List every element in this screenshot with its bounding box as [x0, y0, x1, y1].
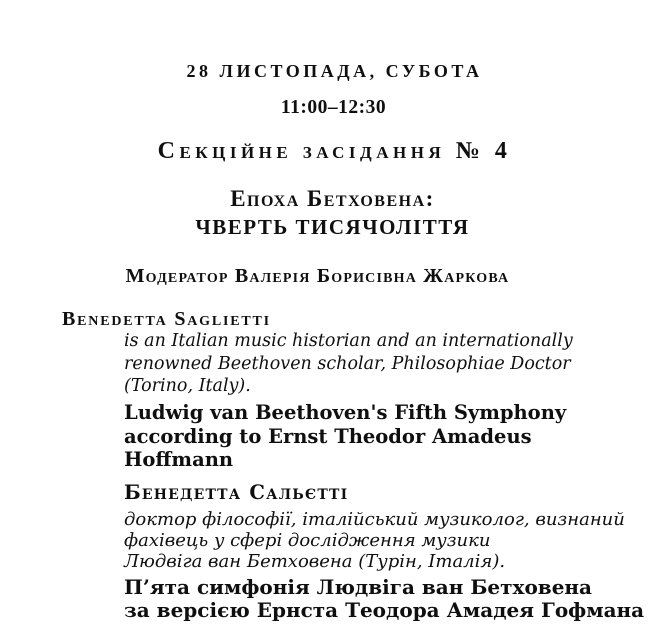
- talk-title-uk: [124, 576, 644, 621]
- talk-title-en-line: Hoffmann: [124, 448, 234, 471]
- speaker-bio-uk-line: доктор філософії, італійський музиколог, визнаний: [124, 509, 625, 530]
- speaker-name-en: Benedetta Saglietti: [62, 308, 271, 330]
- session-number-heading: Секційне засідання № 4: [157, 138, 512, 164]
- session-date-heading: 28 ЛИСТОПАДА, СУБОТА: [186, 61, 483, 81]
- speaker-bio-uk-line: фахівець у сфері дослідження музики: [124, 530, 491, 551]
- speaker-bio-en-line: is an Italian music historian and an internationally: [124, 331, 573, 351]
- session-theme-line-1: Епоха Бетховена:: [230, 186, 435, 211]
- speaker-bio-en: [124, 330, 573, 398]
- talk-title-en-line: Ludwig van Beethoven's Fifth Symphony: [124, 401, 567, 424]
- speaker-bio-en-line: (Torino, Italy).: [124, 376, 251, 396]
- moderator-line: Модератор Валерія Борисівна Жаркова: [125, 265, 510, 287]
- session-theme-line-2: ЧВЕРТЬ ТИСЯЧОЛІТТЯ: [195, 215, 470, 239]
- speaker-bio-en-line: renowned Beethoven scholar, Philosophiae Doctor: [124, 353, 571, 374]
- talk-title-uk-line: за версією Ернста Теодора Амадея Гофмана: [124, 597, 645, 622]
- speaker-name-uk: Бенедетта Сальєтті: [124, 481, 349, 504]
- speaker-bio-uk: [124, 509, 625, 572]
- session-time: 11:00–12:30: [280, 97, 387, 118]
- talk-title-uk-line: П’ята симфонія Людвіга ван Бетховена: [124, 575, 593, 599]
- talk-title-en: [124, 401, 566, 472]
- speaker-bio-uk-line: Людвіга ван Бетховена (Турін, Італія).: [124, 551, 506, 572]
- talk-title-en-line: according to Ernst Theodor Amadeus: [124, 424, 532, 448]
